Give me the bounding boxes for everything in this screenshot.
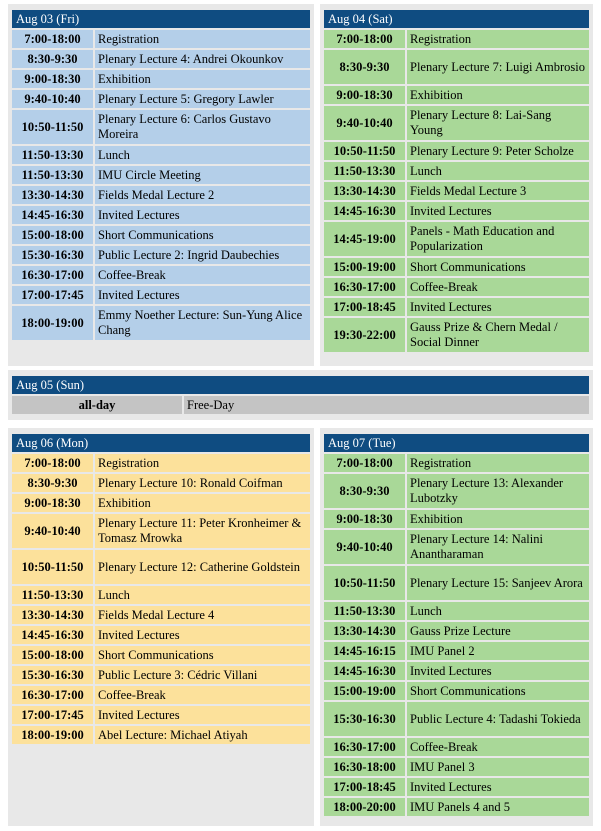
event-time: 7:00-18:00 [12, 30, 93, 48]
event-row[interactable] [12, 166, 310, 184]
event-title: Lunch [407, 602, 589, 620]
event-title: Invited Lectures [407, 662, 589, 680]
event-title: Coffee-Break [407, 278, 589, 296]
event-time: 13:30-14:30 [12, 186, 93, 204]
event-title: Invited Lectures [407, 202, 589, 220]
event-row[interactable] [324, 162, 589, 180]
event-row[interactable] [324, 182, 589, 200]
event-time: 17:00-17:45 [12, 706, 93, 724]
event-title: Invited Lectures [95, 706, 310, 724]
event-time: 9:40-10:40 [12, 514, 93, 548]
event-time: 17:00-17:45 [12, 286, 93, 304]
event-row[interactable] [324, 602, 589, 620]
event-row[interactable] [12, 550, 310, 584]
event-row[interactable] [324, 454, 589, 472]
event-title: Plenary Lecture 13: Alexander Lubotzky [407, 474, 589, 508]
event-row[interactable] [324, 702, 589, 736]
event-time: 9:40-10:40 [12, 90, 93, 108]
event-row[interactable] [324, 738, 589, 756]
event-title: Emmy Noether Lecture: Sun-Yung Alice Chang [95, 306, 310, 340]
event-title: Fields Medal Lecture 4 [95, 606, 310, 624]
event-title: Plenary Lecture 14: Nalini Anantharaman [407, 530, 589, 564]
event-time: 9:00-18:30 [12, 494, 93, 512]
event-title: Lunch [95, 146, 310, 164]
event-row[interactable] [12, 626, 310, 644]
event-row[interactable] [324, 30, 589, 48]
event-title: Plenary Lecture 5: Gregory Lawler [95, 90, 310, 108]
event-time: 15:00-18:00 [12, 646, 93, 664]
event-time: 16:30-17:00 [324, 278, 405, 296]
event-time: 10:50-11:50 [324, 566, 405, 600]
event-title: Registration [407, 30, 589, 48]
day-panel-aug-03 [8, 4, 314, 366]
event-time: 14:45-16:30 [12, 206, 93, 224]
event-row[interactable] [12, 666, 310, 684]
event-row[interactable] [324, 86, 589, 104]
event-title: Registration [95, 30, 310, 48]
event-title: Short Communications [407, 682, 589, 700]
event-time: 16:30-17:00 [12, 686, 93, 704]
event-row[interactable] [12, 494, 310, 512]
event-title: Coffee-Break [407, 738, 589, 756]
event-row[interactable] [324, 510, 589, 528]
event-title: Gauss Prize & Chern Medal / Social Dinner [407, 318, 589, 352]
day-header: Aug 04 (Sat) [324, 10, 589, 28]
event-title: Invited Lectures [407, 298, 589, 316]
event-time: 18:00-19:00 [12, 306, 93, 340]
event-time: 15:00-18:00 [12, 226, 93, 244]
event-row[interactable] [324, 682, 589, 700]
event-time: 14:45-16:30 [324, 202, 405, 220]
event-title: Plenary Lecture 12: Catherine Goldstein [95, 550, 310, 584]
event-row[interactable] [12, 186, 310, 204]
event-title: Invited Lectures [407, 778, 589, 796]
event-time: 17:00-18:45 [324, 778, 405, 796]
event-title: Plenary Lecture 10: Ronald Coifman [95, 474, 310, 492]
event-row[interactable] [12, 30, 310, 48]
event-row[interactable] [324, 474, 589, 508]
event-row[interactable] [12, 226, 310, 244]
event-title: Panels - Math Education and Popularization [407, 222, 589, 256]
event-title: Lunch [407, 162, 589, 180]
event-title: Abel Lecture: Michael Atiyah [95, 726, 310, 744]
event-time: 17:00-18:45 [324, 298, 405, 316]
event-title: Public Lecture 3: Cédric Villani [95, 666, 310, 684]
event-row[interactable] [12, 686, 310, 704]
event-time: 14:45-19:00 [324, 222, 405, 256]
event-time: 8:30-9:30 [12, 474, 93, 492]
event-title: Fields Medal Lecture 2 [95, 186, 310, 204]
event-row[interactable] [324, 798, 589, 816]
event-row[interactable] [12, 50, 310, 68]
event-time: 9:40-10:40 [324, 530, 405, 564]
event-time: 10:50-11:50 [324, 142, 405, 160]
day-panel-aug-07 [320, 428, 593, 826]
event-time: 18:00-19:00 [12, 726, 93, 744]
event-row[interactable] [12, 726, 310, 744]
event-time: 15:00-19:00 [324, 682, 405, 700]
event-title: Plenary Lecture 4: Andrei Okounkov [95, 50, 310, 68]
event-row[interactable] [324, 758, 589, 776]
event-time: 14:45-16:30 [324, 662, 405, 680]
event-time: 10:50-11:50 [12, 110, 93, 144]
event-time: 11:50-13:30 [12, 586, 93, 604]
event-time: 9:00-18:30 [12, 70, 93, 88]
event-row[interactable] [12, 266, 310, 284]
event-title: Short Communications [95, 646, 310, 664]
event-time: 16:30-17:00 [12, 266, 93, 284]
event-time: 8:30-9:30 [324, 474, 405, 508]
event-row[interactable] [324, 298, 589, 316]
event-time: 8:30-9:30 [324, 50, 405, 84]
event-time: 8:30-9:30 [12, 50, 93, 68]
event-time: 13:30-14:30 [12, 606, 93, 624]
event-title: Plenary Lecture 11: Peter Kronheimer & Tomasz Mrowka [95, 514, 310, 548]
day-header: Aug 06 (Mon) [12, 434, 310, 452]
event-row[interactable] [12, 646, 310, 664]
event-time: 11:50-13:30 [324, 162, 405, 180]
event-row[interactable] [324, 258, 589, 276]
event-title: Plenary Lecture 8: Lai-Sang Young [407, 106, 589, 140]
event-title: Exhibition [407, 86, 589, 104]
event-time: 10:50-11:50 [12, 550, 93, 584]
event-time: 9:00-18:30 [324, 86, 405, 104]
event-row[interactable] [12, 514, 310, 548]
event-time: 11:50-13:30 [324, 602, 405, 620]
event-row[interactable] [12, 90, 310, 108]
event-title: Public Lecture 4: Tadashi Tokieda [407, 702, 589, 736]
event-row[interactable] [12, 474, 310, 492]
event-time: 13:30-14:30 [324, 622, 405, 640]
event-title: Invited Lectures [95, 286, 310, 304]
event-row[interactable] [324, 106, 589, 140]
day-panel-aug-05 [8, 370, 593, 420]
event-row[interactable] [12, 246, 310, 264]
event-title: Short Communications [407, 258, 589, 276]
event-title: Lunch [95, 586, 310, 604]
event-title: Exhibition [95, 494, 310, 512]
day-header: Aug 05 (Sun) [12, 376, 589, 394]
event-title: Plenary Lecture 7: Luigi Ambrosio [407, 50, 589, 84]
event-row[interactable] [324, 50, 589, 84]
day-header: Aug 07 (Tue) [324, 434, 589, 452]
event-title: IMU Circle Meeting [95, 166, 310, 184]
day-panel-aug-06 [8, 428, 314, 826]
event-row[interactable] [12, 586, 310, 604]
event-row[interactable] [324, 566, 589, 600]
event-time: 18:00-20:00 [324, 798, 405, 816]
event-row[interactable] [12, 606, 310, 624]
event-row[interactable] [12, 706, 310, 724]
event-title: Plenary Lecture 9: Peter Scholze [407, 142, 589, 160]
event-row[interactable] [12, 396, 589, 414]
event-time: 14:45-16:30 [12, 626, 93, 644]
event-time: 15:00-19:00 [324, 258, 405, 276]
event-time: 7:00-18:00 [324, 454, 405, 472]
event-row[interactable] [324, 318, 589, 352]
event-time: 7:00-18:00 [324, 30, 405, 48]
event-row[interactable] [324, 662, 589, 680]
event-row[interactable] [324, 642, 589, 660]
event-row[interactable] [12, 286, 310, 304]
event-row[interactable] [324, 530, 589, 564]
event-title: Fields Medal Lecture 3 [407, 182, 589, 200]
event-time: 15:30-16:30 [324, 702, 405, 736]
event-time: 9:40-10:40 [324, 106, 405, 140]
event-time: 15:30-16:30 [12, 666, 93, 684]
day-header: Aug 03 (Fri) [12, 10, 310, 28]
event-time: 9:00-18:30 [324, 510, 405, 528]
event-row[interactable] [12, 306, 310, 340]
event-title: Exhibition [95, 70, 310, 88]
event-time: 14:45-16:15 [324, 642, 405, 660]
event-row[interactable] [12, 110, 310, 144]
event-time: 11:50-13:30 [12, 166, 93, 184]
event-title: IMU Panels 4 and 5 [407, 798, 589, 816]
day-panel-aug-04 [320, 4, 593, 366]
event-row[interactable] [12, 206, 310, 224]
event-title: Plenary Lecture 6: Carlos Gustavo Moreira [95, 110, 310, 144]
event-row[interactable] [324, 222, 589, 256]
event-time: 19:30-22:00 [324, 318, 405, 352]
event-title: Coffee-Break [95, 266, 310, 284]
event-row[interactable] [324, 778, 589, 796]
event-title: Coffee-Break [95, 686, 310, 704]
event-title: Plenary Lecture 15: Sanjeev Arora [407, 566, 589, 600]
event-title: Registration [407, 454, 589, 472]
event-title: Short Communications [95, 226, 310, 244]
event-time: 13:30-14:30 [324, 182, 405, 200]
event-time: 15:30-16:30 [12, 246, 93, 264]
event-time: 11:50-13:30 [12, 146, 93, 164]
event-row[interactable] [324, 622, 589, 640]
event-title: Registration [95, 454, 310, 472]
event-row[interactable] [324, 202, 589, 220]
event-row[interactable] [12, 454, 310, 472]
event-title: IMU Panel 3 [407, 758, 589, 776]
event-title: Invited Lectures [95, 626, 310, 644]
event-title: Invited Lectures [95, 206, 310, 224]
event-time: 7:00-18:00 [12, 454, 93, 472]
event-time: 16:30-17:00 [324, 738, 405, 756]
event-row[interactable] [324, 142, 589, 160]
event-title: Exhibition [407, 510, 589, 528]
event-title: IMU Panel 2 [407, 642, 589, 660]
event-title: Public Lecture 2: Ingrid Daubechies [95, 246, 310, 264]
event-time: 16:30-18:00 [324, 758, 405, 776]
event-title: Gauss Prize Lecture [407, 622, 589, 640]
event-time: all-day [12, 396, 182, 414]
event-row[interactable] [12, 146, 310, 164]
event-row[interactable] [12, 70, 310, 88]
event-row[interactable] [324, 278, 589, 296]
event-title: Free-Day [184, 396, 589, 414]
